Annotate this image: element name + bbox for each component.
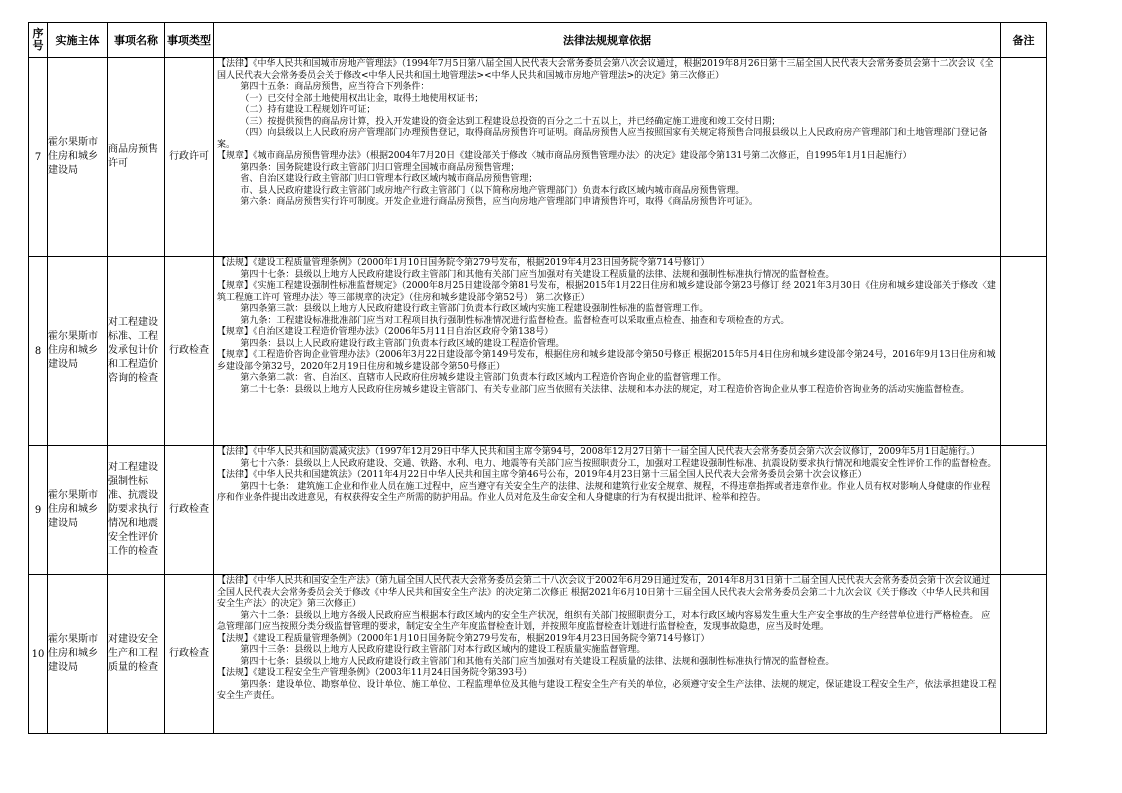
row-seq: 8	[29, 257, 48, 446]
row-seq: 7	[29, 58, 48, 257]
law-paragraph: （一）已交付全部土地使用权出让金，取得土地使用权证书；	[240, 93, 484, 104]
law-paragraph: 省、自治区建设行政主管部门归口管理本行政区域内城市商品房预售管理；	[240, 174, 538, 184]
row-note	[1001, 257, 1047, 446]
law-paragraph: 【法规】《建设工程质量管理条例》（2000年1月10日国务院令第279号发布，根据2019年4月23日国务院令第714号修订）	[217, 633, 710, 644]
row-type: 行政检查	[165, 575, 214, 734]
law-paragraph: 【法规】《建设工程质量管理条例》（2000年1月10日国务院令第279号发布，根据2019年4月23日国务院令第714号修订）	[217, 258, 710, 268]
header-item: 事项名称	[108, 23, 165, 58]
law-paragraph: （三）按提供预售的商品房计算，投入开发建设的资金达到工程建设总投资的百分之二十五以上，并已经确定施工进度和竣工交付日期；	[240, 116, 781, 127]
row-item: 商品房预售许可	[108, 58, 165, 257]
law-paragraph: 第四条第三款：县级以上地方人民政府建设行政主管部门负责本行政区域内实施工程建设强制性标准的监督管理工作。	[240, 304, 709, 314]
law-paragraph: 【法律】《中华人民共和国城市房地产管理法》（1994年7月5日第八届全国人民代表大会常务委员会第八次会议通过，根据2019年8月26日第十三届全国人民代表大会常务委员会第十二次会议《全国人民代表大会常务委员会关于修改<中华人民共和国土地管理法><中华人民共和国城市房地产管理法>的决定》第三次修正）	[217, 59, 994, 81]
law-paragraph: 【规章】《自治区建设工程造价管理办法》（2006年5月11日自治区政府令第138号）	[217, 327, 554, 337]
law-paragraph: 第四十七条： 建筑施工企业和作业人员在施工过程中，应当遵守有关安全生产的法律、法规和建筑行业安全规章、规程，不得违章指挥或者违章作业。作业人员有权对影响人身健康的作业程序和作业条件提出改进意见，有权获得安全生产所需的防护用品。作业人员对危及生命安全和人身健康的行为有权提出批评、检举和控告。	[217, 481, 991, 503]
row-seq: 9	[29, 446, 48, 575]
law-paragraph: 【法规】《建设工程安全生产管理条例》（2003年11月24日国务院令第393号）	[217, 668, 532, 678]
law-paragraph: 第四条：国务院建设行政主管部门归口管理全国城市商品房预售管理；	[240, 162, 520, 173]
table-row	[29, 446, 1047, 575]
law-paragraph: 【法律】《中华人民共和国安全生产法》（第九届全国人民代表大会常务委员会第二十八次会议于2002年6月29日通过发布，2014年8月31日第十二届全国人民代表大会常务委员会第十次会议通过全国人民代表大会常务委员会关于修改《中华人民共和国安全生产法》的决定第二次修正 根据2021年6月10日第十三届全国人民代表大会常务委员会第二十九次会议《关于修改〈中华人民共和国安全生产法〉的决定》第三次修正）	[217, 576, 991, 609]
law-paragraph: 第四十七条：县级以上地方人民政府建设行政主管部门和其他有关部门应当加强对有关建设工程质量的法律、法规和强制性标准执行情况的监督检查。	[240, 656, 835, 667]
law-paragraph: （二）持有建设工程规划许可证；	[240, 105, 376, 115]
regulation-table	[28, 22, 1047, 734]
row-type: 行政许可	[165, 58, 214, 257]
header-type: 事项类型	[165, 23, 214, 58]
row-note	[1001, 446, 1047, 575]
law-paragraph: 【规章】《实施工程建设强制性标准监督规定》（2000年8月25日建设部令第81号发布，根据2015年1月22日住房和城乡建设部令第23号修订 经 2021年3月30日《住房和城乡建设部关于修改〈建筑工程施工许可 管理办法〉等三部规章的决定》（住房和城乡建设部令第52号） 第二次修正）	[217, 281, 996, 303]
header-note: 备注	[1001, 23, 1047, 58]
row-law	[214, 575, 1001, 734]
law-paragraph: 第六条第二款：省、自治区、直辖市人民政府住房城乡建设主管部门负责本行政区域内工程造价咨询企业的监督管理工作。	[240, 373, 727, 383]
row-org: 霍尔果斯市住房和城乡建设局	[48, 446, 108, 575]
header-law: 法律法规规章依据	[214, 23, 1001, 58]
row-org: 霍尔果斯市住房和城乡建设局	[48, 257, 108, 446]
law-paragraph: 【规章】《工程造价咨询企业管理办法》（2006年3月22日建设部令第149号发布，根据住房和城乡建设部令第50号修正 根据2015年5月4日住房和城乡建设部令第24号，2016年9月13日住房和城乡建设部令第32号，2020年2月19日住房和城乡建设部令第50号修正）	[217, 350, 996, 372]
row-law	[214, 257, 1001, 446]
table-row	[29, 575, 1047, 734]
row-org: 霍尔果斯市住房和城乡建设局	[48, 58, 108, 257]
row-item: 对建设安全生产和工程质量的检查	[108, 575, 165, 734]
header-row	[29, 23, 1047, 58]
header-org: 实施主体	[48, 23, 108, 58]
law-paragraph: 第六条：商品房预售实行许可制度。开发企业进行商品房预售，应当向房地产管理部门申请预售许可，取得《商品房预售许可证》。	[240, 197, 758, 207]
law-paragraph: 第四条：建设单位、勘察单位、设计单位、施工单位、工程监理单位及其他与建设工程安全生产有关的单位，必须遵守安全生产法律、法规的规定，保证建设工程安全生产，依法承担建设工程安全生产责任。	[217, 679, 997, 701]
row-item: 对工程建设强制性标准、抗震设防要求执行情况和地震安全性评价工作的检查	[108, 446, 165, 575]
law-paragraph: 第六十二条：县级以上地方各级人民政府应当根据本行政区域内的安全生产状况，组织有关部门按照职责分工，对本行政区域内容易发生重大生产安全事故的生产经营单位进行严格检查。 应急管理部门应当按照分类分级监督管理的要求，制定安全生产年度监督检查计划，并按照年度监督检查计划进行监督检查，发现事故隐患，应当及时处理。	[217, 610, 991, 632]
law-paragraph: 第二十七条：县级以上地方人民政府住房城乡建设主管部门、有关专业部门应当依照有关法律、法规和本办法的规定，对工程造价咨询企业从事工程造价咨询业务的活动实施监督检查。	[240, 384, 970, 395]
row-note	[1001, 58, 1047, 257]
law-paragraph: 第四条：县以上人民政府建设行政主管部门负责本行政区域的建设工程造价管理。	[240, 338, 565, 349]
table-row	[29, 58, 1047, 257]
header-seq: 序号	[29, 23, 48, 58]
table-row	[29, 257, 1047, 446]
law-paragraph: 第四十五条：商品房预售，应当符合下列条件：	[240, 82, 430, 92]
law-paragraph: 第四十七条：县级以上地方人民政府建设行政主管部门和其他有关部门应当加强对有关建设工程质量的法律、法规和强制性标准执行情况的监督检查。	[240, 269, 835, 280]
law-paragraph: 第九条：工程建设标准批准部门应当对工程项目执行强制性标准情况进行监督检查。监督检查可以采取重点检查、抽查和专项检查的方式。	[240, 315, 790, 326]
row-law	[214, 446, 1001, 575]
law-paragraph: 【法律】《中华人民共和国防震减灾法》（1997年12月29日中华人民共和国主席令第94号，2008年12月27日第十一届全国人民代表大会常务委员会第六次会议修订，2009年5月1日起施行。）	[217, 447, 980, 457]
law-paragraph: 【法律】《中华人民共和国建筑法》（2011年4月22日中华人民共和国主席令第46号公布，2019年4月23日第十三届全国人民代表大会常务委员会第十次会议修正）	[217, 470, 867, 480]
law-paragraph: 第四十三条：县级以上地方人民政府建设行政主管部门对本行政区域内的建设工程质量实施监督管理。	[240, 645, 646, 655]
row-seq: 10	[29, 575, 48, 734]
law-paragraph: 第七十六条：县级以上人民政府建设、交通、铁路、水利、电力、地震等有关部门应当按照职责分工，加强对工程建设强制性标准、抗震设防要求执行情况和地震安全性评价工作的监督检查。	[240, 458, 997, 469]
law-paragraph: 【规章】《城市商品房预售管理办法》（根据2004年7月20日《建设部关于修改〈城市商品房预售管理办法〉的决定》建设部令第131号第二次修正，自1995年1月1日起施行）	[217, 151, 912, 161]
row-item: 对工程建设标准、工程发承包计价和工程造价咨询的检查	[108, 257, 165, 446]
law-paragraph: 市、县人民政府建设行政主管部门或房地产行政主管部门（以下简称房地产管理部门）负责本行政区域内城市商品房预售管理。	[240, 185, 745, 196]
row-law	[214, 58, 1001, 257]
law-paragraph: （四）向县级以上人民政府房产管理部门办理预售登记，取得商品房预售许可证明。商品房预售人应当按照国家有关规定将预售合同报县级以上人民政府房产管理部门和土地管理部门登记备案。	[217, 128, 988, 150]
row-org: 霍尔果斯市住房和城乡建设局	[48, 575, 108, 734]
row-note	[1001, 575, 1047, 734]
row-type: 行政检查	[165, 257, 214, 446]
row-type: 行政检查	[165, 446, 214, 575]
